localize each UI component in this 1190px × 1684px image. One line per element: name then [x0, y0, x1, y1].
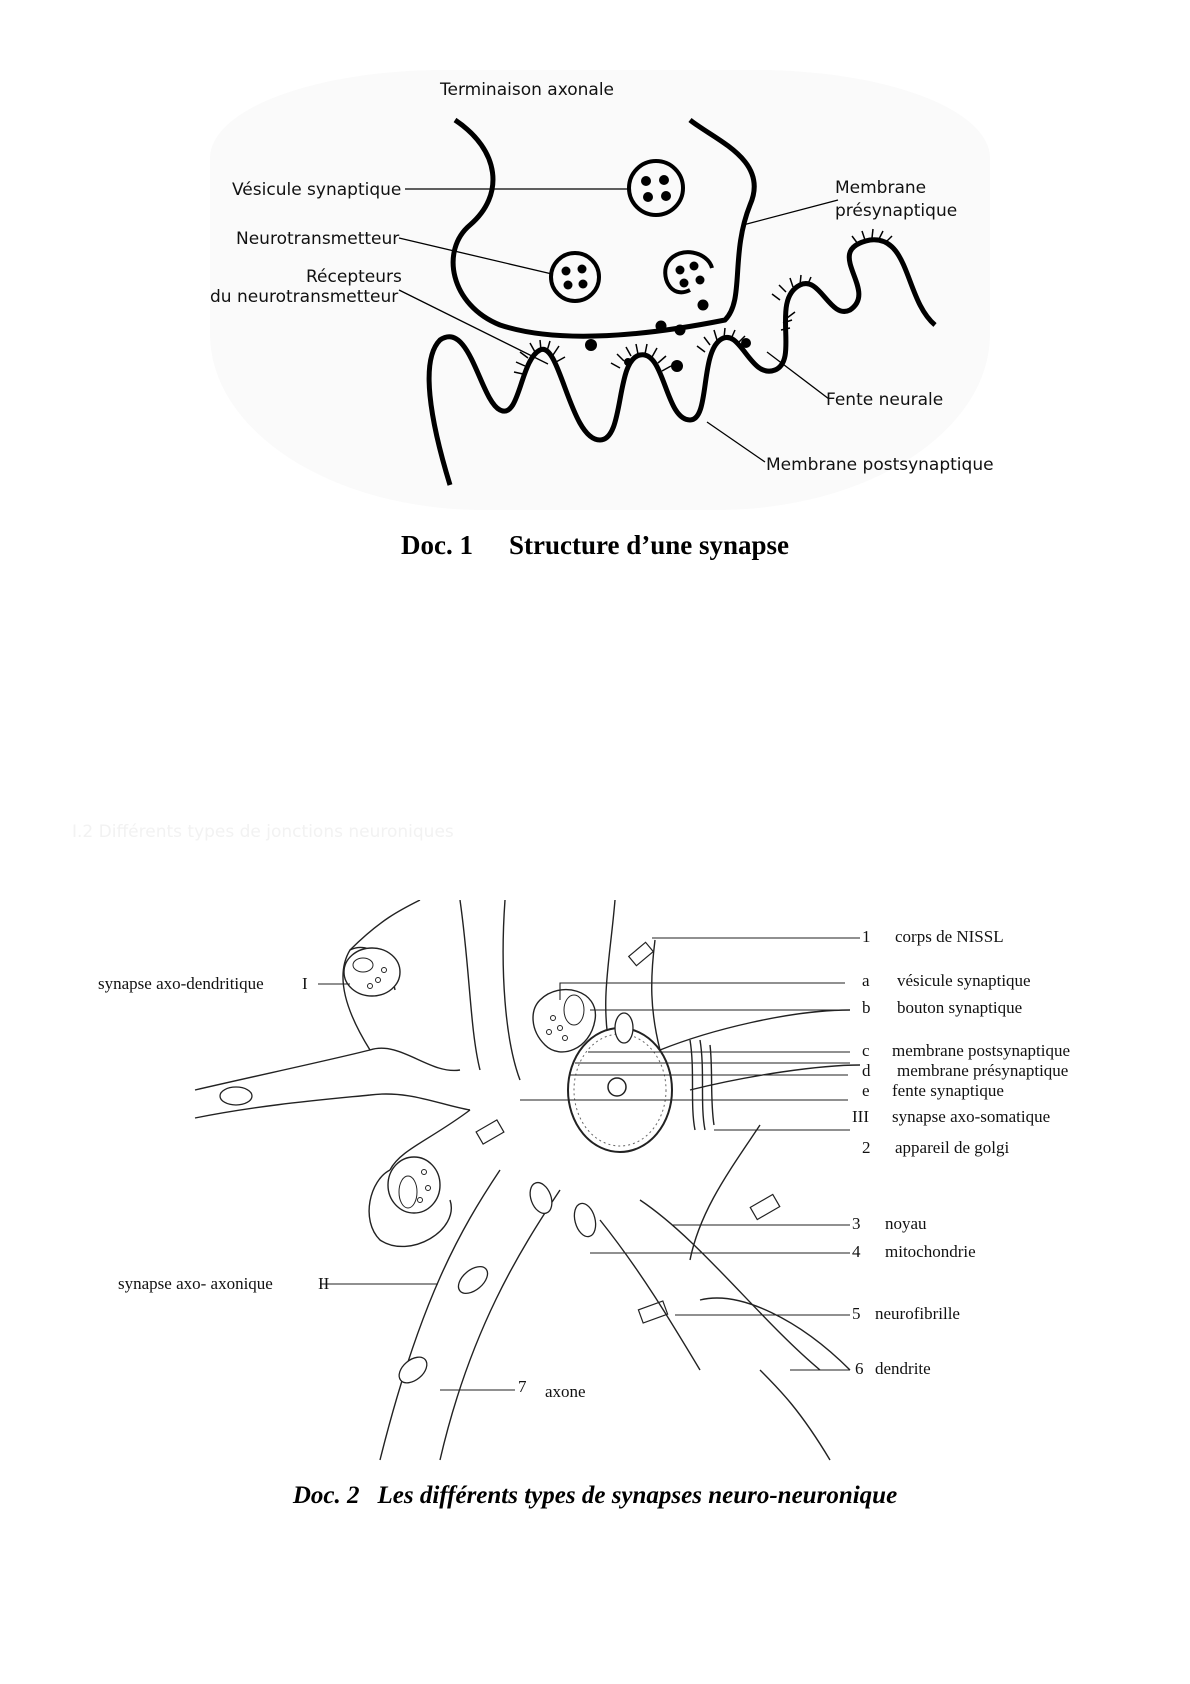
- label-recepteurs: Récepteurs: [306, 267, 402, 287]
- axo-axonic-bouton: [388, 1157, 440, 1213]
- doc2-caption-title: Les différents types de synapses neuro-neuronique: [377, 1482, 898, 1509]
- doc1-synapse-diagram: [0, 0, 1190, 520]
- postsynaptic-membrane: [429, 240, 935, 485]
- legend-mitochondrie: mitochondrie: [885, 1242, 976, 1261]
- legend-mark-6: 6: [855, 1359, 864, 1378]
- legend-bouton-synaptique: bouton synaptique: [897, 998, 1023, 1017]
- legend-mark-3: 3: [852, 1214, 861, 1233]
- mark-axo-axonique: II: [318, 1274, 330, 1293]
- legend-mark-iii: III: [852, 1107, 869, 1126]
- doc1-caption-title: Structure d’une synapse: [508, 530, 790, 560]
- legend-noyau: noyau: [885, 1214, 927, 1233]
- mark-axo-dendritique: I: [302, 974, 308, 993]
- axo-dendritic-bouton: [344, 948, 400, 996]
- label-membrane: Membrane: [835, 178, 927, 198]
- legend-mark-d: d: [862, 1061, 871, 1080]
- label-terminaison-axonale: Terminaison axonale: [440, 80, 615, 100]
- legend-mark-7: 7: [518, 1377, 527, 1396]
- legend-mark-c: c: [862, 1041, 870, 1060]
- label-presynaptique: présynaptique: [835, 201, 958, 221]
- legend-vesicule-synaptique: vésicule synaptique: [897, 971, 1031, 990]
- label-membrane-postsynaptique: Membrane postsynaptique: [766, 455, 994, 475]
- label-fente-neurale: Fente neurale: [826, 390, 944, 410]
- legend-axone: axone: [545, 1382, 586, 1401]
- section-heading: I.2 Différents types de jonctions neuroniques: [72, 822, 454, 842]
- doc2-neuron-diagram: [0, 900, 1190, 1480]
- label-du-neurotransmetteur: du neurotransmetteur: [210, 287, 399, 307]
- label-neurotransmetteur: Neurotransmetteur: [236, 229, 400, 249]
- legend-mark-4: 4: [852, 1242, 861, 1261]
- doc2-caption-number: Doc. 2: [292, 1482, 360, 1509]
- legend-mark-2: 2: [862, 1138, 871, 1157]
- legend-appareil-de-golgi: appareil de golgi: [895, 1138, 1010, 1157]
- doc1-caption: [0, 530, 1190, 561]
- legend-neurofibrille: neurofibrille: [875, 1304, 960, 1323]
- synaptic-vesicle: [629, 161, 683, 215]
- docking-vesicle: [665, 252, 712, 292]
- legend-fente-synaptique: fente synaptique: [892, 1081, 1004, 1100]
- label-vesicule-synaptique: Vésicule synaptique: [232, 180, 402, 200]
- legend-synapse-axo-somatique: synapse axo-somatique: [892, 1107, 1051, 1126]
- legend-mark-1: 1: [862, 927, 871, 946]
- label-synapse-axo-dendritique: synapse axo-dendritique: [98, 974, 264, 993]
- legend-dendrite: dendrite: [875, 1359, 931, 1378]
- legend-mark-e: e: [862, 1081, 870, 1100]
- nucleus: [568, 1028, 672, 1152]
- label-synapse-axo-axonique: synapse axo- axonique: [118, 1274, 273, 1293]
- legend-mark-b: b: [862, 998, 871, 1017]
- neurotransmitter-vesicle: [551, 253, 599, 301]
- presynaptic-membrane: [453, 120, 754, 336]
- neuron-outline: [195, 900, 860, 1460]
- legend-mark-a: a: [862, 971, 870, 990]
- doc1-caption-number: Doc. 1: [400, 530, 473, 560]
- legend-membrane-postsynaptique: membrane postsynaptique: [892, 1041, 1070, 1060]
- doc2-caption: [0, 1482, 1190, 1510]
- legend-mark-5: 5: [852, 1304, 861, 1323]
- legend-corps-de-nissl: corps de NISSL: [895, 927, 1004, 946]
- legend-membrane-presynaptique: membrane présynaptique: [897, 1061, 1069, 1080]
